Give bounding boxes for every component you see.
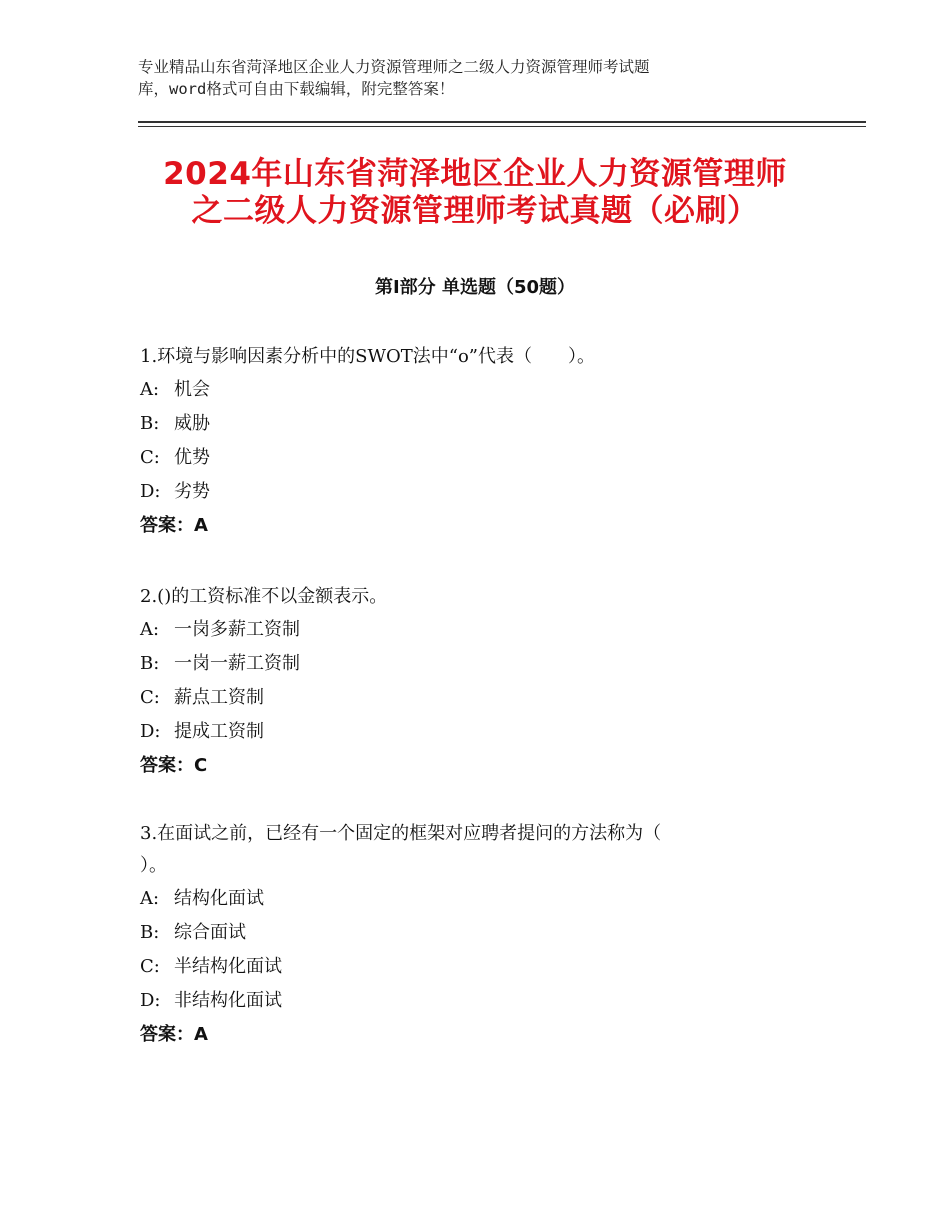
question-1-stem: 1.环境与影响因素分析中的SWOT法中“o”代表（ ）。 [140, 346, 596, 367]
option-letter: A: [140, 888, 160, 909]
question-2-answer: 答案：C [140, 755, 208, 776]
option-letter: D: [140, 990, 161, 1011]
option-letter: B: [140, 922, 160, 943]
option-letter: A: [140, 619, 160, 640]
header-note-line-1: 专业精品山东省菏泽地区企业人力资源管理师之二级人力资源管理师考试题 [138, 58, 650, 76]
option-text: 威胁 [174, 413, 210, 434]
header-note-line-2: 库，word格式可自由下载编辑，附完整答案！ [138, 80, 455, 98]
option-letter: A: [140, 379, 160, 400]
question-1-answer: 答案：A [140, 515, 208, 536]
option-text: 机会 [174, 379, 210, 400]
question-3-option-d [140, 984, 840, 1018]
question-2-option-b [140, 647, 840, 681]
question-3-option-b [140, 916, 840, 950]
document-title-line-1: 2024年山东省菏泽地区企业人力资源管理师 [163, 156, 787, 192]
option-letter: D: [140, 481, 161, 502]
question-1 [140, 341, 840, 543]
header-divider-thick [138, 121, 866, 123]
option-text: 非结构化面试 [174, 990, 282, 1011]
document-title-line-2: 之二级人力资源管理师考试真题（必刷） [191, 193, 759, 229]
question-2 [140, 581, 840, 783]
option-text: 结构化面试 [174, 888, 264, 909]
section-heading: 第Ⅰ部分 单选题（50题） [374, 277, 575, 298]
question-1-option-d [140, 475, 840, 509]
question-2-option-c [140, 681, 840, 715]
option-text: 一岗多薪工资制 [174, 619, 300, 640]
question-2-option-d [140, 715, 840, 749]
question-3-stem-line-1: 3.在面试之前，已经有一个固定的框架对应聘者提问的方法称为（ [140, 823, 662, 844]
question-3-stem-line-2: ）。 [140, 855, 167, 876]
option-text: 提成工资制 [174, 721, 264, 742]
document-title [0, 156, 950, 230]
question-1-option-c [140, 441, 840, 475]
question-2-stem: 2.()的工资标准不以金额表示。 [140, 586, 388, 607]
question-3 [140, 818, 840, 1052]
option-letter: C: [140, 956, 160, 977]
header-note [138, 56, 778, 100]
question-3-option-a [140, 882, 840, 916]
option-letter: B: [140, 413, 160, 434]
question-1-option-b [140, 407, 840, 441]
header-divider-thin [138, 126, 866, 127]
question-1-option-a [140, 373, 840, 407]
option-letter: C: [140, 687, 160, 708]
option-letter: C: [140, 447, 160, 468]
option-text: 优势 [174, 447, 210, 468]
option-text: 综合面试 [174, 922, 246, 943]
question-3-answer: 答案：A [140, 1024, 208, 1045]
option-text: 劣势 [174, 481, 210, 502]
option-letter: D: [140, 721, 161, 742]
option-text: 半结构化面试 [174, 956, 282, 977]
option-text: 一岗一薪工资制 [174, 653, 300, 674]
option-letter: B: [140, 653, 160, 674]
question-3-option-c [140, 950, 840, 984]
question-2-option-a [140, 613, 840, 647]
option-text: 薪点工资制 [174, 687, 264, 708]
